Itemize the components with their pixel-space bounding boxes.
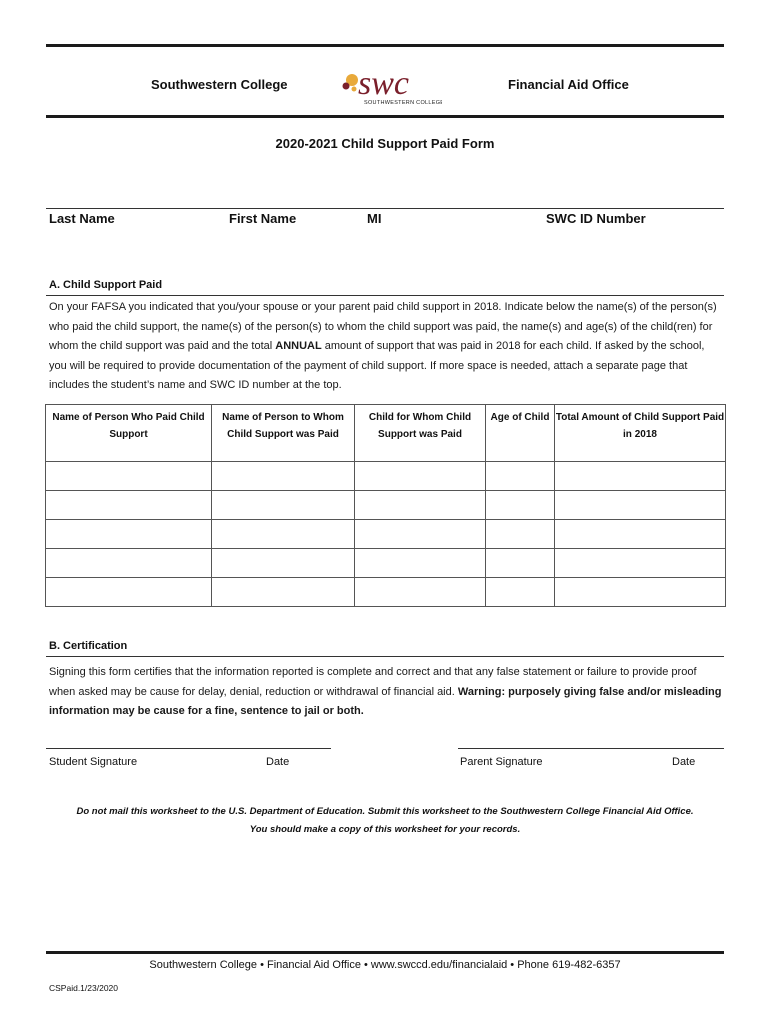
first-name-field[interactable]: First Name <box>229 211 297 226</box>
section-a-text-2: amount of support that was paid in 2018 for each child. If asked by the school, you will be required to provide documentation of the payment of child support. If more space is needed, attach a separate page that includes the student’s name and SWC ID number at the top. <box>49 340 705 391</box>
table-cell[interactable] <box>46 462 212 491</box>
parent-date-label: Date <box>672 756 696 768</box>
table-cell[interactable] <box>486 491 555 520</box>
column-header: Child for Whom Child Support was Paid <box>355 405 486 462</box>
table-row <box>46 578 726 607</box>
column-header: Name of Person to Whom Child Support was Paid <box>212 405 355 462</box>
office-name: Financial Aid Office <box>508 77 629 92</box>
table-cell[interactable] <box>355 462 486 491</box>
table-cell[interactable] <box>212 578 355 607</box>
table-row <box>46 462 726 491</box>
section-a-text-1: On your FAFSA you indicated that you/your spouse or your parent paid child support in 2018. Indicate below the name(s) of the person(s) who paid the child support, the name(s) of the person(s) to whom the child support was paid, the name(s) and age(s) of the child(ren) for whom the child support was paid and the total <box>49 301 717 352</box>
mailing-notice: Do not mail this worksheet to the U.S. Department of Education. Submit this worksheet to the Southwestern College Financial Aid Office. <box>76 806 694 817</box>
table-cell[interactable] <box>555 578 726 607</box>
college-name: Southwestern College <box>151 77 288 92</box>
footer-rule <box>46 951 724 954</box>
swc-logo <box>338 56 442 106</box>
table-cell[interactable] <box>555 520 726 549</box>
copy-notice: You should make a copy of this worksheet for your records. <box>249 824 521 835</box>
table-cell[interactable] <box>46 578 212 607</box>
table-row <box>46 491 726 520</box>
student-info-rule <box>46 208 724 209</box>
last-name-field[interactable]: Last Name <box>49 211 115 226</box>
child-support-table <box>45 404 726 607</box>
column-header: Total Amount of Child Support Paid in 2018 <box>555 405 726 462</box>
logo-text: swc <box>358 65 409 102</box>
table-cell[interactable] <box>555 462 726 491</box>
table-cell[interactable] <box>486 549 555 578</box>
student-signature-label: Student Signature <box>49 756 138 768</box>
table-cell[interactable] <box>212 520 355 549</box>
table-cell[interactable] <box>486 520 555 549</box>
table-header-row <box>46 405 726 462</box>
form-title: 2020-2021 Child Support Paid Form <box>275 136 495 151</box>
section-a-title: A. Child Support Paid <box>49 279 163 291</box>
swc-id-field[interactable]: SWC ID Number <box>546 211 646 226</box>
table-cell[interactable] <box>212 462 355 491</box>
table-cell[interactable] <box>355 578 486 607</box>
table-cell[interactable] <box>355 549 486 578</box>
header-bottom-rule <box>46 115 724 118</box>
table-cell[interactable] <box>355 491 486 520</box>
mi-field[interactable]: MI <box>367 211 382 226</box>
table-cell[interactable] <box>355 520 486 549</box>
table-cell[interactable] <box>46 520 212 549</box>
header-top-rule <box>46 44 724 47</box>
section-a-paragraph <box>49 298 725 396</box>
column-header: Name of Person Who Paid Child Support <box>46 405 212 462</box>
column-header: Age of Child <box>486 405 555 462</box>
section-b-paragraph <box>49 663 725 722</box>
section-a-rule <box>46 295 724 296</box>
form-version: CSPaid.1/23/2020 <box>49 983 118 993</box>
section-b-text: Signing this form certifies that the information reported is complete and correct and that any false statement or failure to provide proof when asked may be cause for delay, denial, reduction or withdrawal of financial aid. <box>49 666 697 698</box>
section-a-text-annual: ANNUAL <box>275 340 322 352</box>
student-signature-line[interactable] <box>46 748 331 749</box>
section-b-rule <box>46 656 724 657</box>
table-cell[interactable] <box>555 491 726 520</box>
table-row <box>46 520 726 549</box>
parent-signature-line[interactable] <box>458 748 724 749</box>
table-cell[interactable] <box>486 462 555 491</box>
section-b-title: B. Certification <box>49 640 128 652</box>
table-cell[interactable] <box>212 549 355 578</box>
table-cell[interactable] <box>46 491 212 520</box>
logo-subtext: SOUTHWESTERN COLLEGE <box>364 100 442 106</box>
swc-logo-graphic <box>338 56 442 106</box>
table-cell[interactable] <box>486 578 555 607</box>
parent-signature-label: Parent Signature <box>460 756 543 768</box>
table-cell[interactable] <box>46 549 212 578</box>
table-cell[interactable] <box>212 491 355 520</box>
student-date-label: Date <box>266 756 290 768</box>
table-row <box>46 549 726 578</box>
table-cell[interactable] <box>555 549 726 578</box>
section-b-warning: Warning: purposely giving false and/or misleading information may be cause for a fine, sentence to jail or both. <box>49 685 722 717</box>
footer-contact: Southwestern College • Financial Aid Office • www.swccd.edu/financialaid • Phone 619-482-6357 <box>149 959 621 971</box>
